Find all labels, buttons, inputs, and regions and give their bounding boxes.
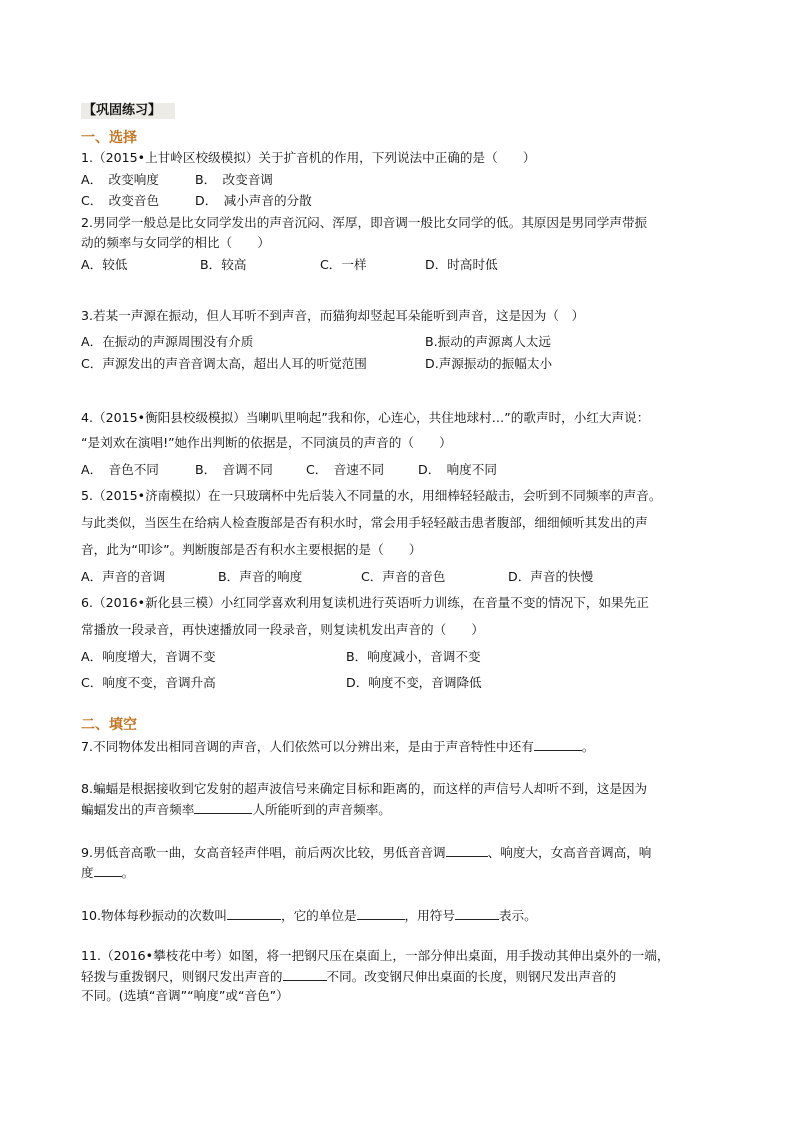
q4-stem-line2: “是刘欢在演唱!”她作出判断的依据是，不同演员的声音的（ ） [81,435,452,450]
q9-text-d: 。 [121,865,135,880]
q2-option-a: A．较低 [81,257,128,272]
q8-text-a: 蝙蝠发出的声音频率 [81,802,195,817]
q5-option-a: A．声音的音调 [81,569,166,584]
q11-line1: 11.（2016•攀枝花中考）如图，将一把钢尺压在桌面上，一部分伸出桌面，用手拨动其伸出桌外的一端， [81,948,670,963]
q1-option-a: A． 改变响度 [81,172,159,187]
q9-answer-blank-1[interactable] [446,843,488,857]
q4-option-a: A． 音色不同 [81,462,159,477]
q6-stem-line2: 常播放一段录音，再快速播放同一段录音，则复读机发出声音的（ ） [81,622,484,637]
q10-text-a: 10.物体每秒振动的次数叫 [81,908,227,923]
q9-line1 [81,843,651,862]
q1-stem: 1.（2015•上甘岭区校级模拟）关于扩音机的作用，下列说法中正确的是（ ） [81,150,536,165]
q11-text-b: 不同。改变钢尺伸出桌面的长度，则钢尺发出声音的 [326,969,617,984]
q1-option-d: D． 减小声音的分散 [195,193,312,208]
q2-stem-line2: 动的频率与女同学的相比（ ） [81,235,270,250]
q11-line2 [81,967,616,986]
q2-stem-line1: 2.男同学一般总是比女同学发出的声音沉闷、浑厚，即音调一般比女同学的低。其原因是男同学声带振 [81,215,648,230]
q9-text-b: 、响度大，女高音音调高，响 [487,845,652,860]
q8-line2 [81,800,391,819]
q9-text-c: 度 [81,865,94,880]
q9-text-a: 9.男低音高歌一曲，女高音轻声伴唱，前后两次比较，男低音音调 [81,845,446,860]
q5-stem-line3: 音，此为“叩诊”。判断腹部是否有积水主要根据的是（ ） [81,542,422,557]
q6-option-c: C．响度不变，音调升高 [81,675,216,690]
q8-answer-blank[interactable] [194,800,252,814]
q3-option-d: D.声源振动的振幅太小 [425,356,553,371]
q4-option-c: C． 音速不同 [306,462,385,477]
q5-stem-line1: 5.（2015•济南模拟）在一只玻璃杯中先后装入不同量的水，用细棒轻轻敲击，会听到不同频率的声音。 [81,488,662,503]
q7-end: 。 [581,739,595,754]
q6-option-a: A．响度增大，音调不变 [81,649,216,664]
q10-text-b: ，它的单位是 [280,908,357,923]
q9-line2 [81,863,134,882]
q10-text-c: ，用符号 [404,908,455,923]
q2-option-b: B．较高 [200,257,247,272]
q11-line3: 不同。(选填“音调”“响度”或“音色”） [81,988,289,1003]
q6-stem-line1: 6.（2016•新化县三模）小红同学喜欢利用复读机进行英语听力训练，在音量不变的情况下，如果先正 [81,595,649,610]
q10-answer-blank-3[interactable] [455,906,499,920]
q7-text: 7.不同物体发出相同音调的声音，人们依然可以分辨出来，是由于声音特性中还有 [81,739,534,754]
q6-option-d: D．响度不变，音调降低 [346,675,482,690]
q6-option-b: B．响度减小，音调不变 [346,649,481,664]
q2-option-c: C．一样 [320,257,367,272]
q11-text-a: 轻拨与重拨钢尺，则钢尺发出声音的 [81,969,283,984]
q5-option-b: B．声音的响度 [218,569,303,584]
q4-option-b: B． 音调不同 [195,462,273,477]
q11-answer-blank[interactable] [283,967,327,981]
q3-option-a: A．在振动的声源周围没有介质 [81,334,254,349]
q3-option-b: B.振动的声源离人太远 [425,334,551,349]
q8-text-b: 人所能听到的声音频率。 [252,802,391,817]
section-heading-fill: 二、填空 [81,717,137,733]
q8-line1: 8.蝙蝠是根据接收到它发射的超声波信号来确定目标和距离的，而这样的声信号人却听不到，这是因为 [81,781,648,796]
q7-line [81,737,594,756]
q9-answer-blank-2[interactable] [94,863,122,877]
q10-answer-blank-1[interactable] [227,906,281,920]
q3-stem: 3.若某一声源在振动，但人耳听不到声音，而猫狗却竖起耳朵能听到声音，这是因为（ ） [81,308,585,323]
q5-option-c: C．声音的音色 [361,569,446,584]
q10-answer-blank-2[interactable] [357,906,405,920]
q5-option-d: D．声音的快慢 [508,569,594,584]
q1-option-c: C． 改变音色 [81,193,160,208]
q7-answer-blank[interactable] [534,737,582,751]
q4-option-d: D． 响度不同 [418,462,497,477]
q1-option-b: B． 改变音调 [195,172,273,187]
q2-option-d: D．时高时低 [425,257,498,272]
q3-option-c: C．声源发出的声音音调太高，超出人耳的听觉范围 [81,356,367,371]
section-heading-choice: 一、选择 [81,130,137,146]
q10-text-d: 表示。 [498,908,537,923]
q4-stem-line1: 4.（2015•衡阳县校级模拟）当喇叭里响起”我和你，心连心，共住地球村…”的歌声时，小红大声说： [81,410,650,425]
q10-line [81,906,537,925]
q5-stem-line2: 与此类似，当医生在给病人检查腹部是否有积水时，常会用手轻轻敲击患者腹部，细细倾听其发出的声 [81,515,648,530]
exercise-banner: 【巩固练习】 [81,103,175,119]
